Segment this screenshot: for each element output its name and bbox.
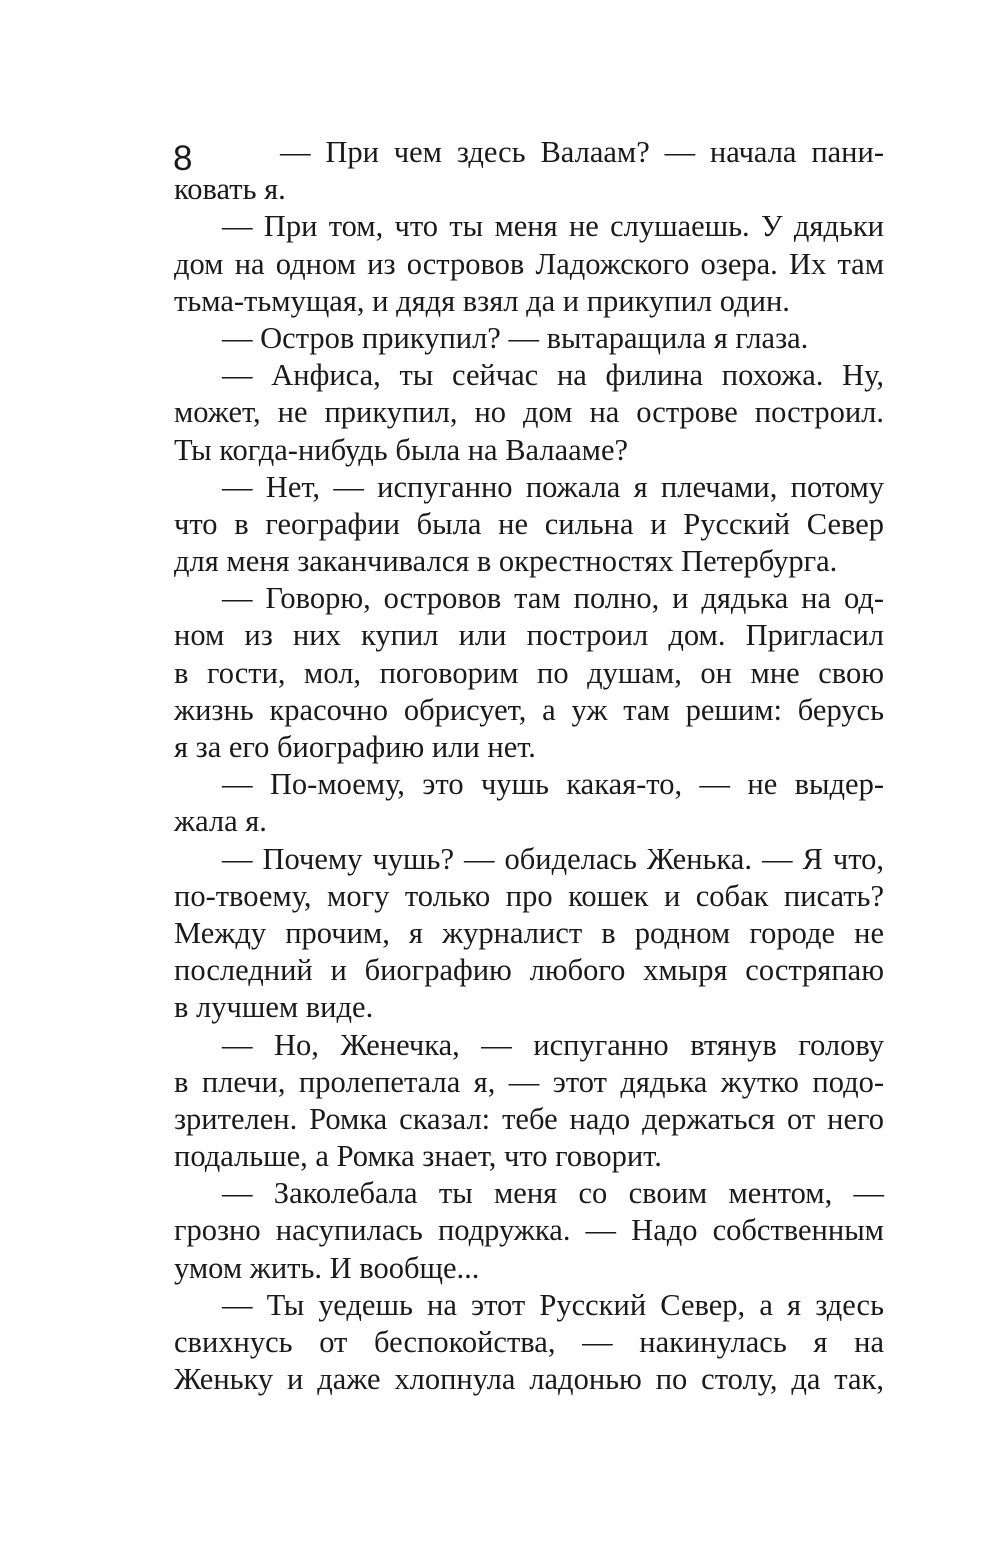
page-number: 8	[173, 139, 193, 178]
text-line: — Анфиса, ты сейчас на филина похожа. Ну,	[222, 358, 884, 393]
text-line: жала я.	[174, 804, 267, 839]
text-line: ном из них купил или построил дом. Пригласил	[174, 618, 884, 653]
text-line: зрителен. Ромка сказал: тебе надо держаться от него	[174, 1101, 884, 1136]
text-line: — Говорю, островов там полно, и дядька на од-	[222, 581, 884, 616]
text-line: свихнусь от беспокойства, — накинулась я на	[174, 1325, 884, 1359]
text-line: тьма-тьмущая, и дядя взял да и прикупил один.	[174, 283, 790, 318]
text-line: для меня заканчивался в окрестностях Петербурга.	[174, 544, 838, 579]
text-line: Между прочим, я журналист в родном городе не	[174, 915, 884, 950]
text-line: подальше, а Ромка знает, что говорит.	[174, 1139, 662, 1174]
text-line: — При том, что ты меня не слушаешь. У дядьки	[222, 209, 884, 244]
text-line: Женьку и даже хлопнула ладонью по столу, да так,	[174, 1362, 884, 1397]
text-line: дом на одном из островов Ладожского озера. Их там	[174, 246, 884, 281]
text-line: — По-моему, это чушь какая-то, — не выдер-	[222, 767, 884, 802]
text-line: — Но, Женечка, — испуганно втянув голову	[222, 1027, 884, 1062]
body-text	[174, 134, 884, 1398]
text-line: — При чем здесь Валаам? — начала пани-	[280, 135, 884, 169]
text-line: может, не прикупил, но дом на острове построил.	[174, 395, 884, 430]
text-line: — Почему чушь? — обиделась Женька. — Я что,	[222, 841, 884, 876]
text-line: грозно насупилась подружка. — Надо собственным	[174, 1213, 884, 1248]
text-line: я за его биографию или нет.	[174, 730, 536, 764]
text-line: — Ты уедешь на этот Русский Север, а я здесь	[222, 1287, 884, 1322]
text-line: — Нет, — испуганно пожала я плечами, потому	[222, 469, 884, 504]
text-line: — Остров прикупил? — вытаращила я глаза.	[222, 320, 809, 355]
text-line: — Заколебала ты меня со своим ментом, —	[222, 1176, 884, 1211]
text-line: что в географии была не сильна и Русский Север	[174, 506, 884, 541]
text-line: Ты когда-нибудь была на Валааме?	[174, 432, 629, 467]
text-line: жизнь красочно обрисует, а уж там решим: берусь	[174, 692, 884, 727]
text-line: ковать я.	[174, 172, 286, 207]
text-line: последний и биографию любого хмыря состряпаю	[174, 953, 884, 988]
text-line: в плечи, пролепетала я, — этот дядька жутко подо-	[174, 1064, 884, 1099]
text-line: по-твоему, могу только про кошек и собак писать?	[174, 878, 884, 913]
text-line: в лучшем виде.	[174, 990, 374, 1025]
text-line: умом жить. И вообще...	[174, 1250, 480, 1285]
text-line: в гости, мол, поговорим по душам, он мне свою	[174, 655, 884, 690]
